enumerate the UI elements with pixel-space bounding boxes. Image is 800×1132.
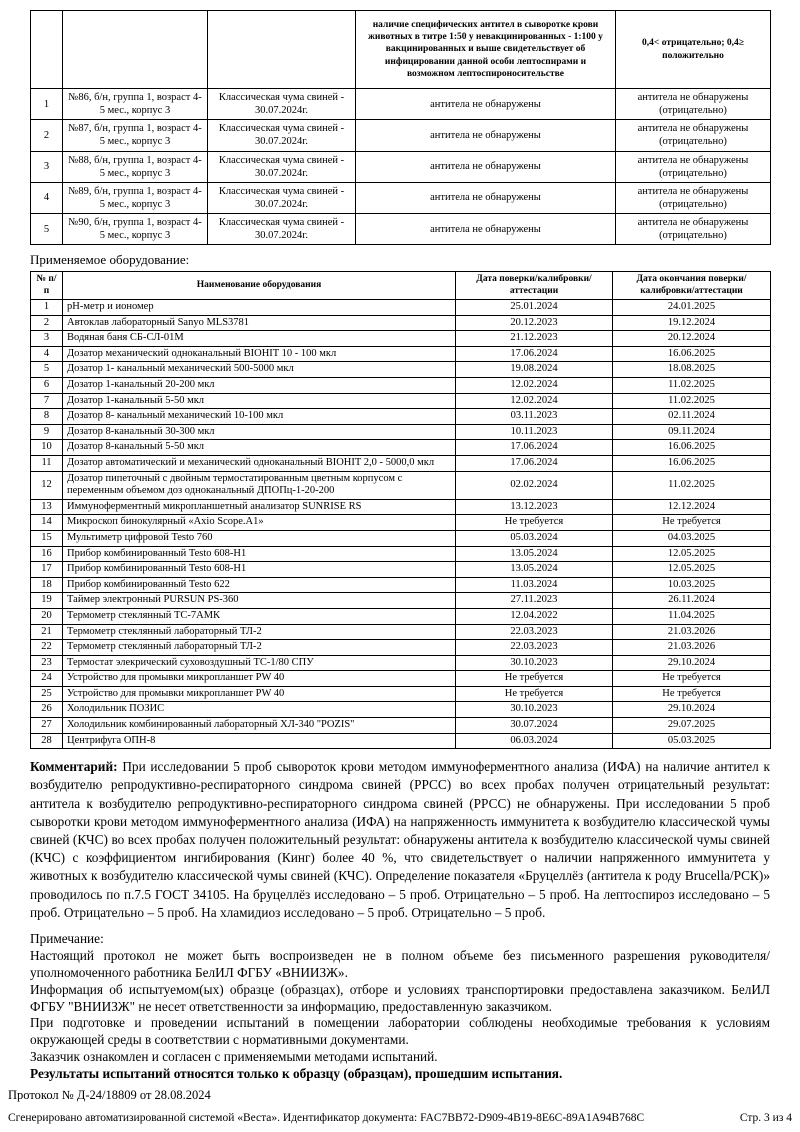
test-conclusion-cell: антитела не обнаружены (отрицательно)	[616, 89, 771, 120]
equipment-name-cell: Дозатор 1-канальный 5-50 мкл	[63, 393, 456, 409]
equipment-name-cell: Автоклав лабораторный Sanyo MLS3781	[63, 315, 456, 331]
equipment-calibration-date-cell: 30.10.2023	[456, 655, 613, 671]
results-row	[31, 214, 771, 245]
equipment-name-cell: Дозатор 1-канальный 20-200 мкл	[63, 378, 456, 394]
equipment-name-cell: Прибор комбинированный Testo 608-Н1	[63, 546, 456, 562]
equipment-number-cell: 17	[31, 562, 63, 578]
equipment-name-cell: Дозатор пипеточный с двойным термостатированным цветным корпусом с переменным объемом доз одноканальный ДПОПц-1-20-200	[63, 471, 456, 499]
test-result-cell: антитела не обнаружены	[356, 120, 616, 151]
equipment-calibration-end-date-cell: 12.05.2025	[613, 546, 771, 562]
equipment-row	[31, 624, 771, 640]
equipment-calibration-date-cell: 03.11.2023	[456, 409, 613, 425]
generated-by-text: Сгенерировано автоматизированной системой «Веста». Идентификатор документа: FAC7BB72-D909-4B19-8E6C-89A1A94B768C	[8, 1112, 645, 1124]
equipment-name-cell: Термометр стеклянный лабораторный ТЛ-2	[63, 640, 456, 656]
test-name-cell: Классическая чума свиней - 30.07.2024г.	[208, 182, 356, 213]
row-number-cell: 1	[31, 89, 63, 120]
results-row	[31, 151, 771, 182]
equipment-calibration-end-date-cell: 10.03.2025	[613, 577, 771, 593]
equipment-calibration-date-cell: 12.02.2024	[456, 378, 613, 394]
equipment-calibration-date-cell: 12.04.2022	[456, 608, 613, 624]
equipment-row	[31, 455, 771, 471]
col-header-calibration-end-date: Дата окончания поверки/калибровки/аттестации	[613, 272, 771, 300]
equipment-name-cell: Термометр стеклянный ТС-7АМК	[63, 608, 456, 624]
equipment-calibration-date-cell: 22.03.2023	[456, 640, 613, 656]
equipment-calibration-end-date-cell: 20.12.2024	[613, 331, 771, 347]
equipment-name-cell: Устройство для промывки микропланшет PW 40	[63, 671, 456, 687]
notes-section	[30, 931, 770, 1083]
equipment-calibration-date-cell: 30.10.2023	[456, 702, 613, 718]
equipment-calibration-end-date-cell: 11.04.2025	[613, 608, 771, 624]
equipment-name-cell: Дозатор 8- канальный механический 10-100 мкл	[63, 409, 456, 425]
equipment-name-cell: Дозатор механический одноканальный BIOHIT 10 - 100 мкл	[63, 346, 456, 362]
equipment-calibration-end-date-cell: 29.07.2025	[613, 718, 771, 734]
equipment-number-cell: 23	[31, 655, 63, 671]
equipment-calibration-date-cell: 22.03.2023	[456, 624, 613, 640]
test-conclusion-cell: антитела не обнаружены (отрицательно)	[616, 182, 771, 213]
equipment-number-cell: 20	[31, 608, 63, 624]
equipment-row	[31, 718, 771, 734]
page-number: Стр. 3 из 4	[739, 1112, 792, 1124]
sample-description-cell: №86, б/н, группа 1, возраст 4-5 мес., корпус 3	[63, 89, 208, 120]
equipment-number-cell: 8	[31, 409, 63, 425]
equipment-calibration-end-date-cell: 11.02.2025	[613, 471, 771, 499]
col-header-calibration-date: Дата поверки/калибровки/аттестации	[456, 272, 613, 300]
equipment-row	[31, 577, 771, 593]
test-result-cell: антитела не обнаружены	[356, 182, 616, 213]
equipment-row	[31, 346, 771, 362]
equipment-name-cell: Таймер электронный PURSUN PS-360	[63, 593, 456, 609]
equipment-calibration-date-cell: 19.08.2024	[456, 362, 613, 378]
note-item: При подготовке и проведении испытаний в помещении лаборатории соблюдены необходимые требования к условиям окружающей среды в соответствии с нормативными документами.	[30, 1015, 770, 1048]
test-name-cell: Классическая чума свиней - 30.07.2024г.	[208, 151, 356, 182]
equipment-row	[31, 331, 771, 347]
equipment-row	[31, 655, 771, 671]
equipment-number-cell: 13	[31, 499, 63, 515]
equipment-number-cell: 3	[31, 331, 63, 347]
equipment-calibration-end-date-cell: 16.06.2025	[613, 440, 771, 456]
equipment-number-cell: 12	[31, 471, 63, 499]
sample-description-cell: №89, б/н, группа 1, возраст 4-5 мес., корпус 3	[63, 182, 208, 213]
equipment-name-cell: Холодильник ПОЗИС	[63, 702, 456, 718]
equipment-calibration-end-date-cell: 16.06.2025	[613, 346, 771, 362]
results-row	[31, 89, 771, 120]
equipment-calibration-end-date-cell: 12.05.2025	[613, 562, 771, 578]
equipment-number-cell: 14	[31, 515, 63, 531]
equipment-calibration-end-date-cell: Не требуется	[613, 671, 771, 687]
test-results-table	[30, 10, 771, 245]
equipment-number-cell: 9	[31, 424, 63, 440]
equipment-calibration-date-cell: 11.03.2024	[456, 577, 613, 593]
equipment-number-cell: 24	[31, 671, 63, 687]
sample-description-cell: №90, б/н, группа 1, возраст 4-5 мес., корпус 3	[63, 214, 208, 245]
equipment-name-cell: Иммуноферментный микропланшетный анализатор SUNRISE RS	[63, 499, 456, 515]
test-result-cell: антитела не обнаружены	[356, 214, 616, 245]
comment-label: Комментарий:	[30, 759, 118, 775]
equipment-name-cell: Дозатор 1- канальный механический 500-5000 мкл	[63, 362, 456, 378]
equipment-name-cell: Центрифуга ОПН-8	[63, 733, 456, 749]
equipment-calibration-end-date-cell: 09.11.2024	[613, 424, 771, 440]
equipment-number-cell: 1	[31, 300, 63, 316]
comment-paragraph	[30, 758, 770, 922]
equipment-calibration-end-date-cell: 05.03.2025	[613, 733, 771, 749]
equipment-header-row	[31, 272, 771, 300]
equipment-calibration-date-cell: 17.06.2024	[456, 455, 613, 471]
equipment-calibration-date-cell: 20.12.2023	[456, 315, 613, 331]
equipment-number-cell: 27	[31, 718, 63, 734]
equipment-calibration-date-cell: 17.06.2024	[456, 440, 613, 456]
empty-header-cell	[31, 11, 63, 89]
equipment-calibration-date-cell: 13.05.2024	[456, 562, 613, 578]
note-item: Настоящий протокол не может быть воспроизведен не в полном объеме без письменного разрешения руководителя/уполномоченного работника БелИЛ ФГБУ «ВНИИЗЖ».	[30, 947, 770, 980]
equipment-number-cell: 2	[31, 315, 63, 331]
equipment-name-cell: Дозатор 8-канальный 30-300 мкл	[63, 424, 456, 440]
equipment-row	[31, 315, 771, 331]
equipment-calibration-end-date-cell: 18.08.2025	[613, 362, 771, 378]
equipment-calibration-date-cell: 12.02.2024	[456, 393, 613, 409]
equipment-name-cell: Холодильник комбинированный лабораторный ХЛ-340 "POZIS"	[63, 718, 456, 734]
equipment-calibration-end-date-cell: Не требуется	[613, 686, 771, 702]
equipment-name-cell: pH-метр и иономер	[63, 300, 456, 316]
equipment-calibration-date-cell: Не требуется	[456, 671, 613, 687]
test-conclusion-cell: антитела не обнаружены (отрицательно)	[616, 151, 771, 182]
empty-header-cell	[208, 11, 356, 89]
test-name-cell: Классическая чума свиней - 30.07.2024г.	[208, 89, 356, 120]
equipment-row	[31, 300, 771, 316]
equipment-calibration-date-cell: 13.12.2023	[456, 499, 613, 515]
col-header-number: № п/п	[31, 272, 63, 300]
antibody-note-header: наличие специфических антител в сыворотке крови животных в титре 1:50 у невакцинированных - 1:100 у вакцинированных и выше свидетельствует об инфицировании данной особи лептоспирами и возможном лептоспироносительстве	[356, 11, 616, 89]
test-result-cell: антитела не обнаружены	[356, 89, 616, 120]
equipment-row	[31, 440, 771, 456]
equipment-row	[31, 702, 771, 718]
equipment-name-cell: Прибор комбинированный Testo 608-Н1	[63, 562, 456, 578]
equipment-name-cell: Термостат элекрический суховоздушный ТС-1/80 СПУ	[63, 655, 456, 671]
equipment-number-cell: 10	[31, 440, 63, 456]
empty-header-cell	[63, 11, 208, 89]
equipment-number-cell: 7	[31, 393, 63, 409]
equipment-calibration-end-date-cell: 12.12.2024	[613, 499, 771, 515]
protocol-number-line: Протокол № Д-24/18809 от 28.08.2024	[8, 1087, 211, 1102]
sample-description-cell: №88, б/н, группа 1, возраст 4-5 мес., корпус 3	[63, 151, 208, 182]
equipment-calibration-end-date-cell: 04.03.2025	[613, 530, 771, 546]
test-conclusion-cell: антитела не обнаружены (отрицательно)	[616, 120, 771, 151]
equipment-name-cell: Устройство для промывки микропланшет PW 40	[63, 686, 456, 702]
equipment-calibration-date-cell: 27.11.2023	[456, 593, 613, 609]
row-number-cell: 2	[31, 120, 63, 151]
equipment-calibration-end-date-cell: 02.11.2024	[613, 409, 771, 425]
sample-description-cell: №87, б/н, группа 1, возраст 4-5 мес., корпус 3	[63, 120, 208, 151]
equipment-row	[31, 593, 771, 609]
results-header-row	[31, 11, 771, 89]
equipment-row	[31, 393, 771, 409]
test-result-cell: антитела не обнаружены	[356, 151, 616, 182]
equipment-row	[31, 733, 771, 749]
notes-label: Примечание:	[30, 931, 104, 947]
equipment-table	[30, 271, 771, 749]
comment-text: При исследовании 5 проб сывороток крови методом иммуноферментного анализа (ИФА) на наличие антител к возбудителю репродуктивно-респираторного синдрома свиней (РРСС) во всех пробах получен отрицательный результат: антитела к возбудителю репродуктивно-респираторного синдрома свиней (РРСС) не обнаружены. При исследовании 5 проб сыворотки крови методом иммуноферментного анализа (ИФА) на напряженность иммунитета к возбудителю классической чумы свиней (КЧС) во всех пробах получен положительный результат: обнаружены антитела к возбудителю классической чумы свиней (КЧС) с коэффициентом ингибирования (Кинг) более 40 %, что свидетельствует о наличии напряженного иммунитета у животных к возбудителю классической чумы свиней (КЧС). Определение показателя «Бруцеллёз (антитела к роду Brucella/РСК)» проводилось по п.7.5 ГОСТ 34105. На бруцеллёз исследовано – 5 проб. Отрицательно – 5 проб. На лептоспироз исследовано – 5 проб. Отрицательно – 5 проб. На хламидиоз исследовано – 5 проб. Отрицательно – 5 проб.	[30, 759, 770, 920]
results-row	[31, 120, 771, 151]
equipment-calibration-date-cell: 10.11.2023	[456, 424, 613, 440]
results-disclaimer: Результаты испытаний относятся только к образцу (образцам), прошедшим испытания.	[30, 1066, 563, 1082]
equipment-calibration-date-cell: 17.06.2024	[456, 346, 613, 362]
equipment-row	[31, 671, 771, 687]
equipment-row	[31, 424, 771, 440]
equipment-row	[31, 515, 771, 531]
equipment-calibration-end-date-cell: 29.10.2024	[613, 655, 771, 671]
equipment-number-cell: 19	[31, 593, 63, 609]
equipment-row	[31, 378, 771, 394]
equipment-number-cell: 4	[31, 346, 63, 362]
equipment-name-cell: Дозатор 8-канальный 5-50 мкл	[63, 440, 456, 456]
equipment-name-cell: Дозатор автоматический и механический одноканальный BIOHIT 2,0 - 5000,0 мкл	[63, 455, 456, 471]
equipment-calibration-end-date-cell: 11.02.2025	[613, 378, 771, 394]
equipment-calibration-end-date-cell: 16.06.2025	[613, 455, 771, 471]
equipment-name-cell: Мультиметр цифровой Testo 760	[63, 530, 456, 546]
equipment-number-cell: 16	[31, 546, 63, 562]
equipment-calibration-date-cell: 30.07.2024	[456, 718, 613, 734]
equipment-row	[31, 499, 771, 515]
notes-list	[30, 948, 770, 1066]
equipment-number-cell: 5	[31, 362, 63, 378]
equipment-number-cell: 15	[31, 530, 63, 546]
equipment-row	[31, 686, 771, 702]
equipment-name-cell: Прибор комбинированный Testo 622	[63, 577, 456, 593]
row-number-cell: 4	[31, 182, 63, 213]
note-item: Информация об испытуемом(ых) образце (образцах), отборе и условиях транспортировки предоставлена заказчиком. БелИЛ ФГБУ "ВНИИЗЖ" не несет ответственности за информацию, предоставленную заказчиком.	[30, 981, 770, 1014]
equipment-calibration-end-date-cell: Не требуется	[613, 515, 771, 531]
test-name-cell: Классическая чума свиней - 30.07.2024г.	[208, 120, 356, 151]
equipment-calibration-end-date-cell: 29.10.2024	[613, 702, 771, 718]
row-number-cell: 3	[31, 151, 63, 182]
equipment-section-title: Применяемое оборудование:	[30, 252, 190, 268]
equipment-row	[31, 362, 771, 378]
equipment-number-cell: 6	[31, 378, 63, 394]
equipment-calibration-end-date-cell: 21.03.2026	[613, 624, 771, 640]
equipment-number-cell: 28	[31, 733, 63, 749]
equipment-calibration-date-cell: 25.01.2024	[456, 300, 613, 316]
equipment-calibration-date-cell: 21.12.2023	[456, 331, 613, 347]
equipment-calibration-date-cell: Не требуется	[456, 686, 613, 702]
note-item: Заказчик ознакомлен и согласен с применяемыми методами испытаний.	[30, 1049, 438, 1065]
equipment-calibration-end-date-cell: 21.03.2026	[613, 640, 771, 656]
equipment-row	[31, 409, 771, 425]
equipment-row	[31, 562, 771, 578]
page-footer	[8, 1112, 792, 1124]
equipment-number-cell: 11	[31, 455, 63, 471]
equipment-name-cell: Водяная баня СБ-СЛ-01М	[63, 331, 456, 347]
equipment-calibration-end-date-cell: 24.01.2025	[613, 300, 771, 316]
equipment-row	[31, 640, 771, 656]
equipment-calibration-date-cell: 05.03.2024	[456, 530, 613, 546]
equipment-number-cell: 18	[31, 577, 63, 593]
results-row	[31, 182, 771, 213]
equipment-calibration-end-date-cell: 19.12.2024	[613, 315, 771, 331]
threshold-note-header: 0,4< отрицательно; 0,4≥ положительно	[616, 11, 771, 89]
equipment-number-cell: 22	[31, 640, 63, 656]
test-conclusion-cell: антитела не обнаружены (отрицательно)	[616, 214, 771, 245]
equipment-calibration-date-cell: Не требуется	[456, 515, 613, 531]
equipment-row	[31, 530, 771, 546]
test-name-cell: Классическая чума свиней - 30.07.2024г.	[208, 214, 356, 245]
equipment-calibration-end-date-cell: 11.02.2025	[613, 393, 771, 409]
equipment-number-cell: 25	[31, 686, 63, 702]
row-number-cell: 5	[31, 214, 63, 245]
equipment-calibration-date-cell: 06.03.2024	[456, 733, 613, 749]
equipment-row	[31, 546, 771, 562]
equipment-row	[31, 471, 771, 499]
equipment-number-cell: 21	[31, 624, 63, 640]
equipment-calibration-date-cell: 13.05.2024	[456, 546, 613, 562]
equipment-calibration-end-date-cell: 26.11.2024	[613, 593, 771, 609]
equipment-name-cell: Термометр стеклянный лабораторный ТЛ-2	[63, 624, 456, 640]
equipment-number-cell: 26	[31, 702, 63, 718]
equipment-calibration-date-cell: 02.02.2024	[456, 471, 613, 499]
col-header-name: Наименование оборудования	[63, 272, 456, 300]
equipment-row	[31, 608, 771, 624]
equipment-name-cell: Микроскоп бинокулярный «Axio Scope.A1»	[63, 515, 456, 531]
